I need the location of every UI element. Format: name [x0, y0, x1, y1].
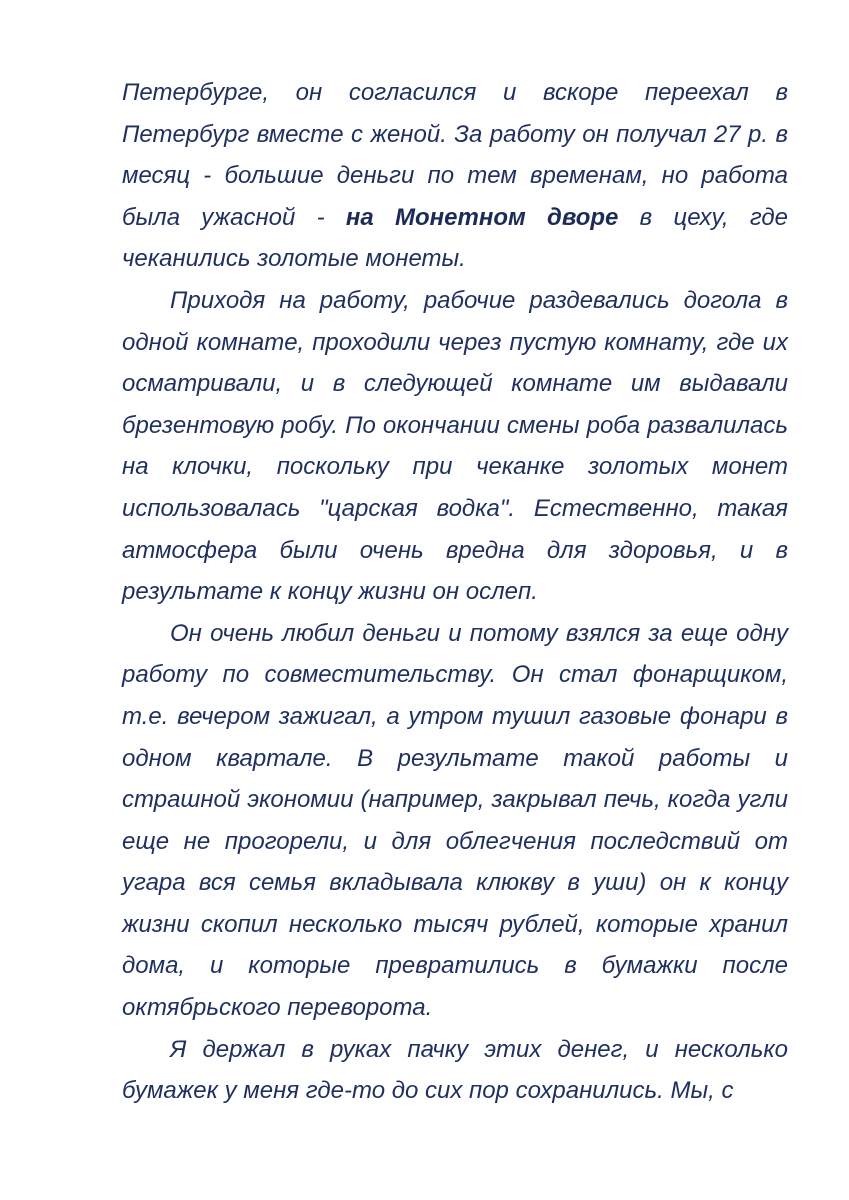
body-text	[122, 72, 788, 1112]
paragraph-1-text-before: Петербурге, он согласился и вскоре переехал в Петербург вместе с женой. За работу он получал 27 р. в месяц - большие деньги по тем временам, но работа была ужасной -	[122, 79, 788, 231]
paragraph-3: Он очень любил деньги и потому взялся за еще одну работу по совместительству. Он стал фонарщиком, т.е. вечером зажигал, а утром тушил газовые фонари в одном квартале. В результате такой работы и страшной экономии (например, закрывал печь, когда угли еще не прогорели, и для облегчения последствий от угара вся семья вкладывала клюкву в уши) он к концу жизни скопил несколько тысяч рублей, которые хранил дома, и которые превратились в бумажки после октябрьского переворота.	[122, 619, 788, 1022]
paragraph-2: Приходя на работу, рабочие раздевались догола в одной комнате, проходили через пустую комнату, где их осматривали, и в следующей комнате им выдавали брезентовую робу. По окончании смены роба развалилась на клочки, поскольку при чеканке золотых монет использовалась "царская водка". Естественно, такая атмосфера были очень вредна для здоровья, и в результате к концу жизни он ослеп.	[122, 286, 788, 606]
paragraph-1	[122, 72, 788, 280]
paragraph-1-text-after: в цеху, где чеканились золотые монеты.	[122, 203, 788, 273]
paragraph-1-bold-text: на Монетном дворе	[345, 203, 619, 231]
paragraph-4: Я держал в руках пачку этих денег, и несколько бумажек у меня где-то до сих пор сохранились. Мы, с	[122, 1035, 788, 1105]
